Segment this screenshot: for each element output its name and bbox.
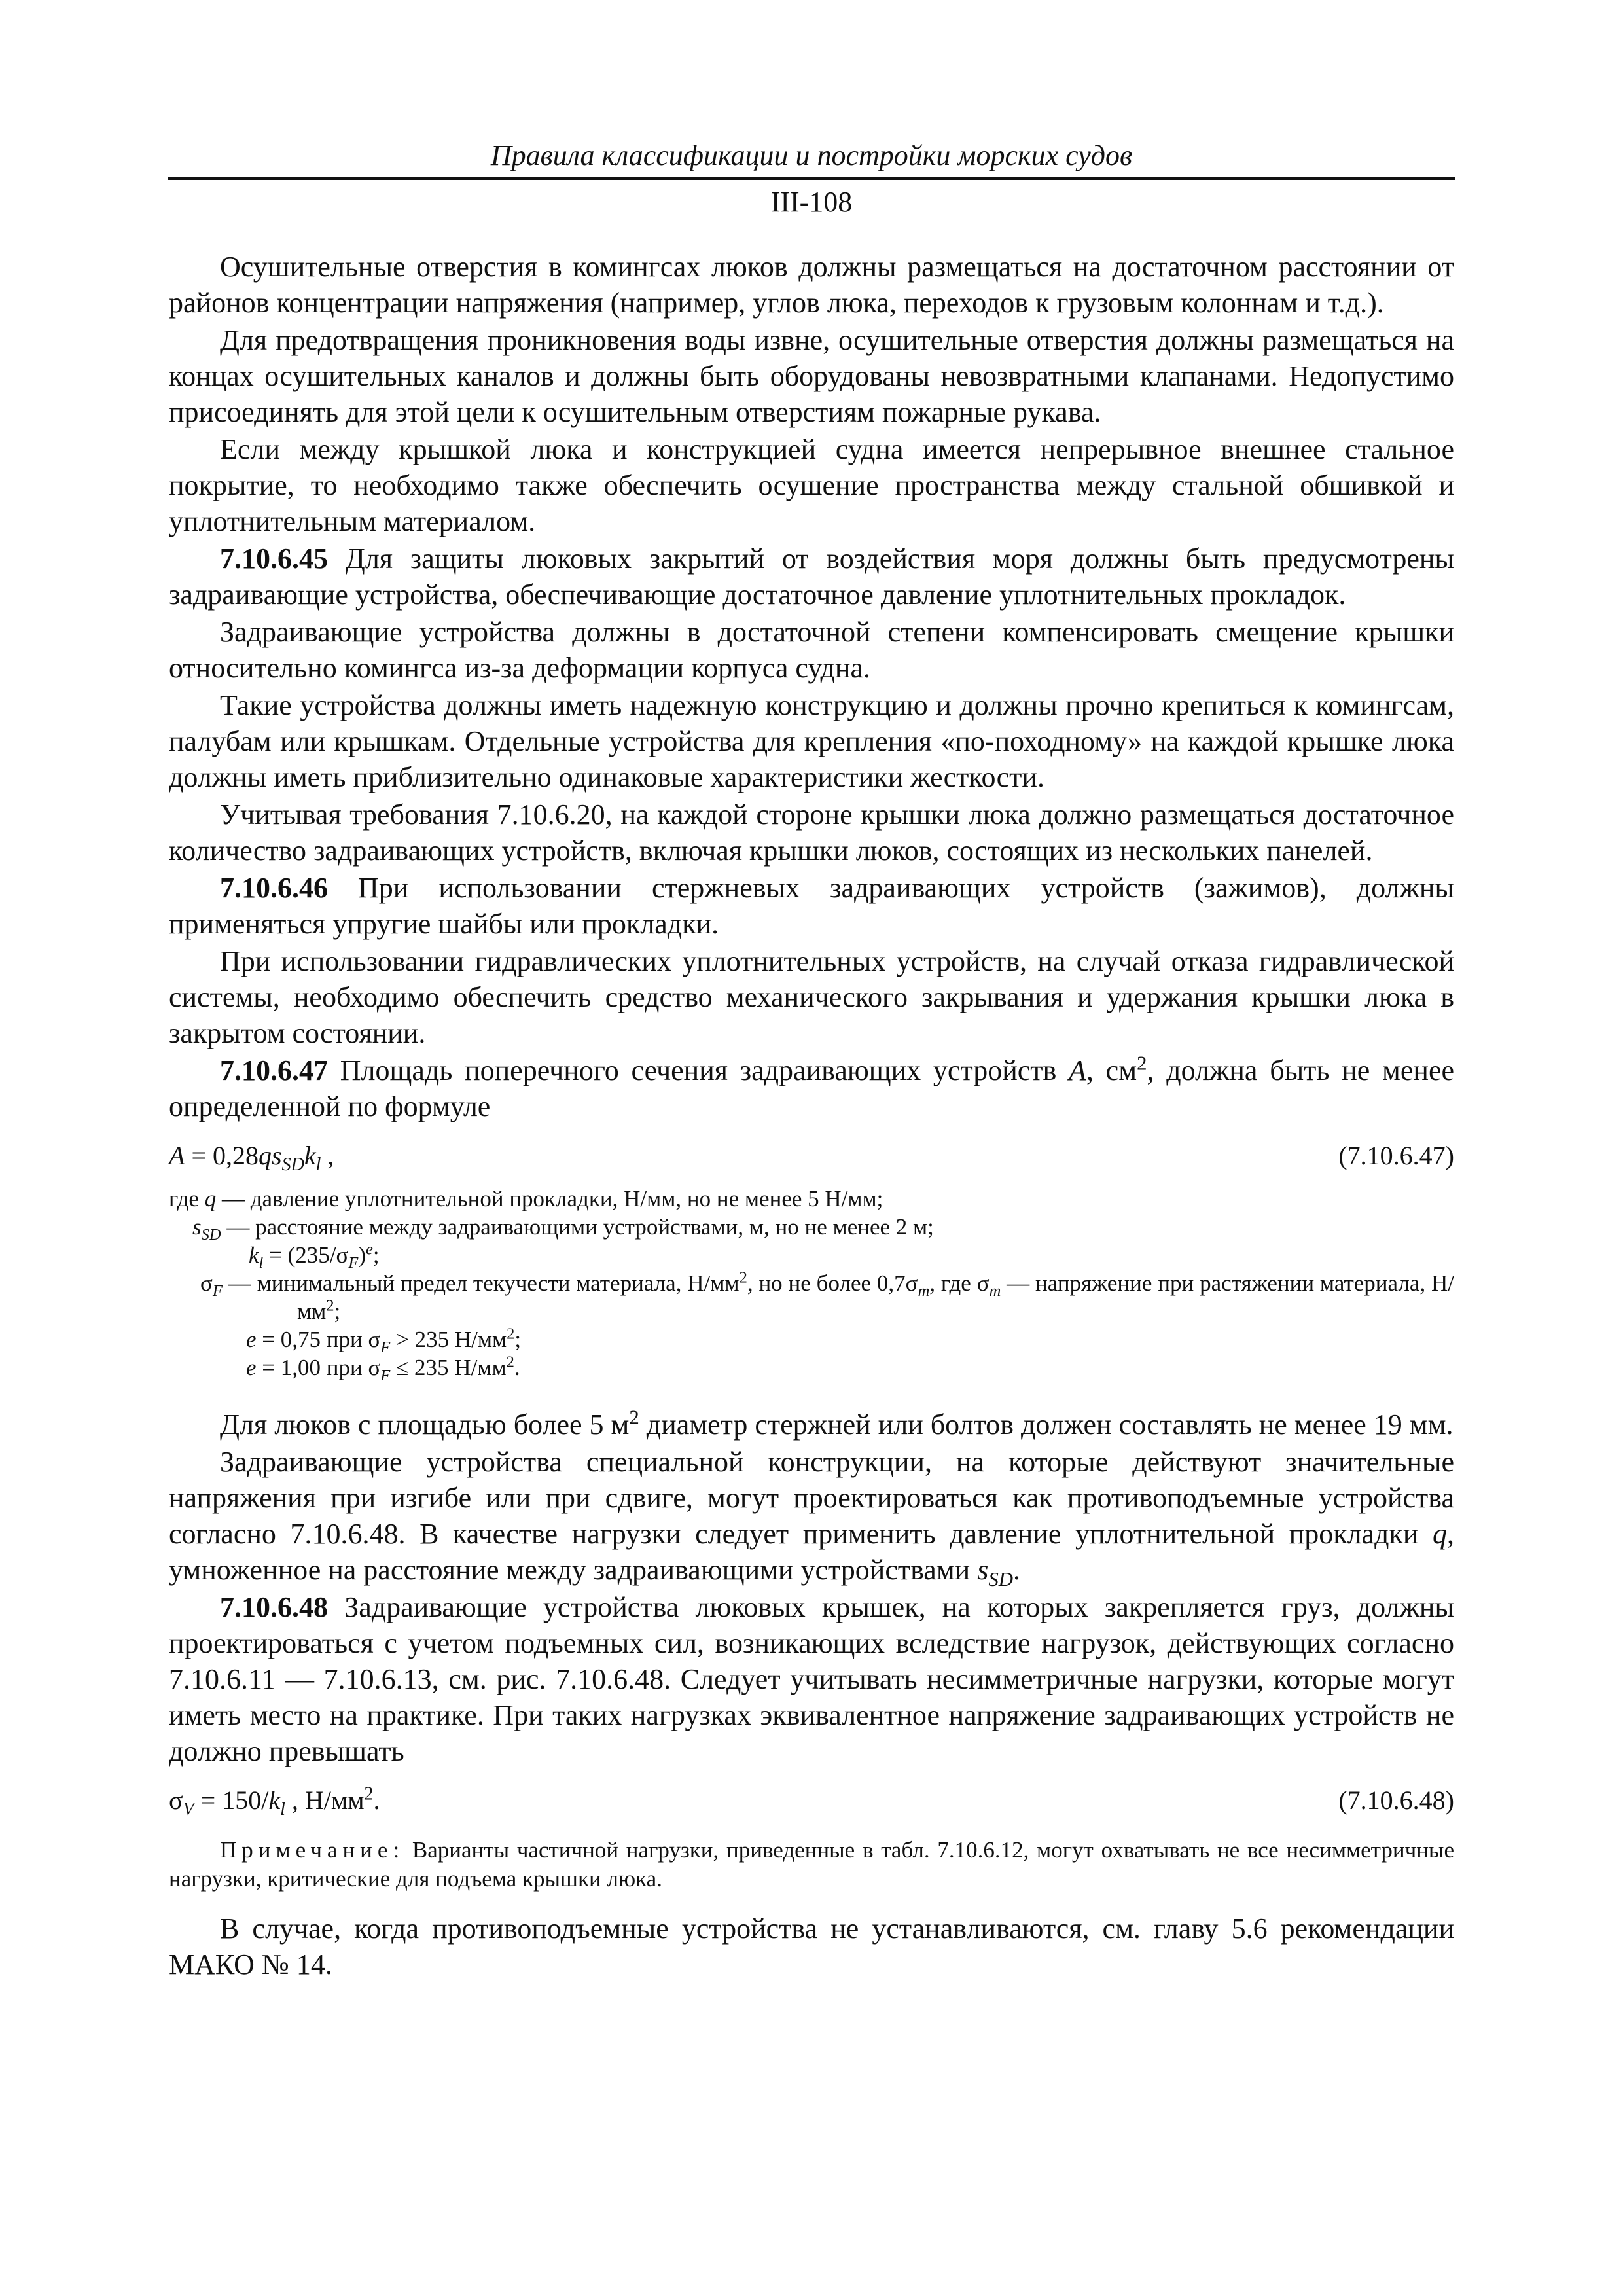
paragraph-bolt-diameter: Для люков с площадью более 5 $м^2$ диаметр стержней или болтов должен составлять не менее 19 мм. bbox=[220, 1406, 1454, 1441]
paragraph-hydraulic-cleating: При использовании гидравлических уплотнительных устройств, на случай отказа гидравлической системы, необходимо обеспечить средство механического закрывания и удержания крышки люка в закрытом состоянии. bbox=[169, 945, 1454, 1049]
clause-number: 7.10.6.47 bbox=[220, 1054, 328, 1086]
paragraph-7-10-6-45 bbox=[169, 541, 1454, 613]
formula-definitions bbox=[169, 1185, 1454, 1382]
paragraph-cleating-construction: Такие устройства должны иметь надежную конструкцию и должны прочно крепиться к комингсам, палубам или крышкам. Отдельные устройства для крепления «по-походному» на каждой крышке люка должны иметь приблизительно одинаковые характеристики жесткости. bbox=[169, 689, 1454, 793]
definition-e-2: e = 1,00 при $\sigma_F \le 235$ $Н/мм^2$. bbox=[246, 1353, 520, 1384]
clause-text: Для защиты люковых закрытий от воздействия моря должны быть предусмотрены задраивающие устройства, обеспечивающие достаточное давление уплотнительных прокладок. bbox=[169, 543, 1454, 611]
clause-text: При использовании стержневых задраивающих устройств (зажимов), должны применяться упругие шайбы или прокладки. bbox=[169, 872, 1454, 940]
paragraph-cleating-quantity: Учитывая требования 7.10.6.20, на каждой стороне крышки люка должно размещаться достаточное количество задраивающих устройств, включая крышки люков, состоящих из нескольких панелей. bbox=[169, 798, 1454, 867]
definition-k-l: $k_l = (235/\sigma_F)^e$; bbox=[249, 1240, 380, 1272]
note bbox=[169, 1836, 1454, 1893]
formula-expression: $\sigma_V = 150/k_l$ , $Н/мм^2$. bbox=[169, 1784, 380, 1820]
definition-s-sd: $s_{SD}$ — расстояние между задраивающими устройствами, м, но не менее 2 м; bbox=[192, 1214, 934, 1244]
paragraph-cleating-compensation: Задраивающие устройства должны в достаточной степени компенсировать смещение крышки относительно комингса из-за деформации корпуса судна. bbox=[169, 616, 1454, 684]
page-number: III-108 bbox=[770, 186, 853, 218]
definition-sigma-f: $\sigma_F$ — минимальный предел текучести материала, $Н/мм^2$, но не более $0,7\sigma_m$, где $\sigma_m$ — напряжение при растяжении материала, $Н/мм^2$; bbox=[200, 1268, 1454, 1324]
paragraph-special-cleating: Задраивающие устройства специальной конструкции, на которые действуют значительные напряжения при изгибе или при сдвиге, могут проектироваться как противоподъемные устройства согласно 7.10.6.48. В качестве нагрузки следует применить давление уплотнительной прокладки q, умноженное на расстояние между задраивающими устройствами $s_{SD}$. bbox=[169, 1446, 1454, 1590]
definition-q: где q — давление уплотнительной прокладки, Н/мм, но не менее 5 Н/мм; bbox=[169, 1186, 883, 1211]
paragraph-7-10-6-46 bbox=[169, 870, 1454, 942]
note-label: Примечание: bbox=[220, 1837, 405, 1863]
definition-e-1: e = 0,75 при $\sigma_F > 235$ $Н/мм^2$; bbox=[246, 1325, 522, 1356]
formula-7-10-6-47 bbox=[169, 1136, 1454, 1175]
header-rule bbox=[168, 177, 1455, 180]
paragraph-drain-valves: Для предотвращения проникновения воды извне, осушительные отверстия должны размещаться на концах осушительных каналов и должны быть оборудованы невозвратными клапанами. Недопустимо присоединять для этой цели к осушительным отверстиям пожарные рукава. bbox=[169, 324, 1454, 428]
formula-number: (7.10.6.48) bbox=[1338, 1785, 1454, 1815]
formula-number: (7.10.6.47) bbox=[1338, 1141, 1454, 1170]
formula-expression: $A = 0,28qs_{SD}k_l$ , bbox=[169, 1141, 334, 1175]
paragraph-iacs-recommendation: В случае, когда противоподъемные устройства не устанавливаются, см. главу 5.6 рекомендации МАКО № 14. bbox=[169, 1912, 1454, 1981]
clause-number: 7.10.6.48 bbox=[220, 1591, 328, 1623]
clause-text: Задраивающие устройства люковых крышек, на которых закрепляется груз, должны проектироваться с учетом подъемных сил, возникающих вследствие нагрузок, действующих согласно 7.10.6.11 — 7.10.6.13, см. рис. 7.10.6.48. Следует учитывать несимметричные нагрузки, которые могут иметь место на практике. При таких нагрузках эквивалентное напряжение задраивающих устройств не должно превышать bbox=[169, 1591, 1454, 1767]
running-header: Правила классификации и постройки морских судов bbox=[490, 139, 1133, 171]
page-body bbox=[169, 249, 1454, 1982]
paragraph-drain-holes-location: Осушительные отверстия в комингсах люков должны размещаться на достаточном расстоянии от районов концентрации напряжения (например, углов люка, переходов к грузовым колоннам и т.д.). bbox=[169, 251, 1454, 319]
formula-7-10-6-48 bbox=[169, 1781, 1454, 1820]
note-text: Варианты частичной нагрузки, приведенные в табл. 7.10.6.12, могут охватывать не все несимметричные нагрузки, критические для подъема крышки люка. bbox=[169, 1837, 1454, 1892]
paragraph-steel-cover-drainage: Если между крышкой люка и конструкцией судна имеется непрерывное внешнее стальное покрытие, то необходимо также обеспечить осушение пространства между стальной обшивкой и уплотнительным материалом. bbox=[169, 433, 1454, 537]
paragraph-7-10-6-47: 7.10.6.47 Площадь поперечного сечения задраивающих устройств A, $см^2$, должна быть не менее определенной по формуле bbox=[169, 1052, 1455, 1122]
paragraph-7-10-6-48 bbox=[169, 1589, 1454, 1769]
clause-number: 7.10.6.45 bbox=[220, 543, 328, 575]
clause-number: 7.10.6.46 bbox=[220, 872, 328, 904]
